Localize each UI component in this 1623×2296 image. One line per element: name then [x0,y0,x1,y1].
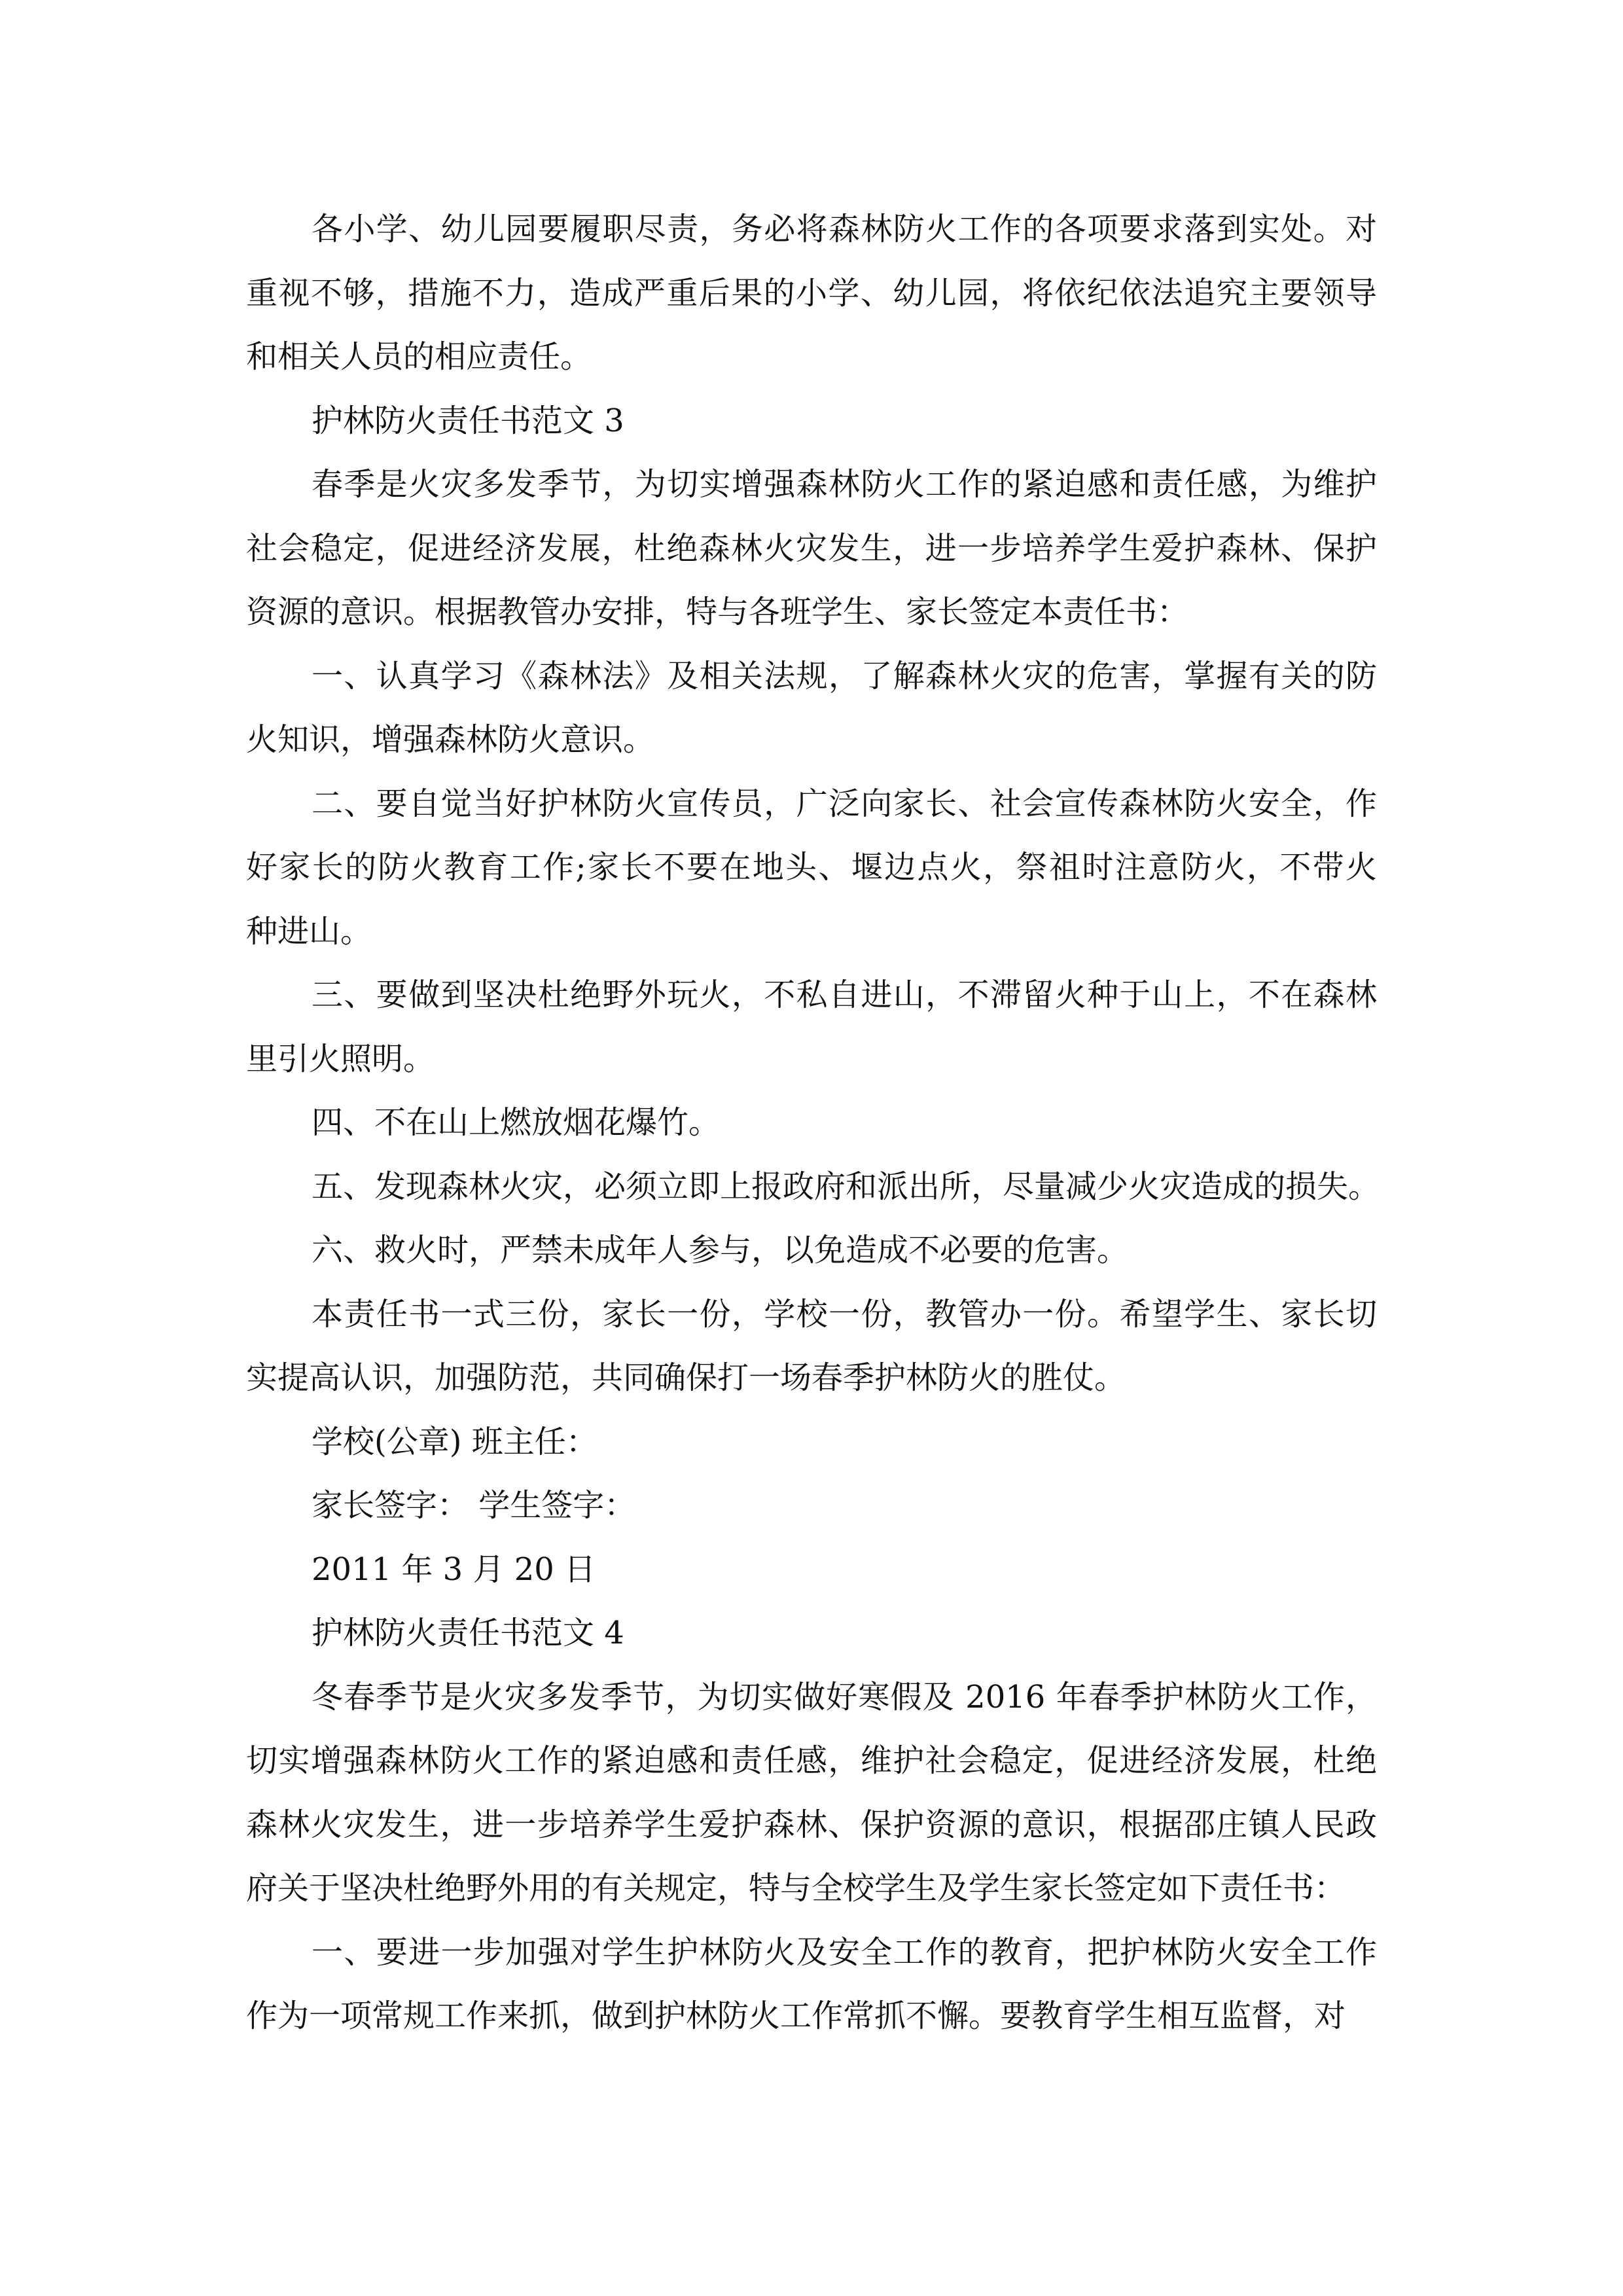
text-line: 一、要进一步加强对学生护林防火及安全工作的教育，把护林防火安全工作 [312,1933,1377,1971]
text-line: 护林防火责任书范文 4 [312,1615,624,1651]
text-line: 五、发现森林火灾，必须立即上报政府和派出所，尽量减少火灾造成的损失。 [312,1168,1380,1205]
document-body [246,198,1380,2049]
paragraph [246,1219,1377,1283]
paragraph [246,1283,1377,1410]
paragraph [246,1666,1377,1921]
text-line: 六、救火时，严禁未成年人参与，以免造成不必要的危害。 [312,1232,1129,1268]
paragraph [246,1410,1377,1475]
paragraph [246,1091,1377,1155]
text-line: 本责任书一式三份，家长一份，学校一份，教管办一份。希望学生、家长切 [312,1295,1377,1333]
text-line: 资源的意识。根据教管办安排，特与各班学生、家长签定本责任书： [246,594,1189,630]
text-line: 实提高认识，加强防范，共同确保打一场春季护林防火的胜仗。 [246,1359,1126,1396]
text-line: 切实增强森林防火工作的紧迫感和责任感，维护社会稳定，促进经济发展，杜绝 [246,1742,1377,1779]
paragraph [246,1474,1377,1538]
text-line: 各小学、幼儿园要履职尽责，务必将森林防火工作的各项要求落到实处。对 [312,211,1377,247]
text-line: 家长签字： 学生签字： [312,1487,636,1524]
paragraph [246,772,1377,964]
paragraph [246,645,1377,772]
text-line: 二、要自觉当好护林防火宣传员，广泛向家长、社会宣传森林防火安全，作 [312,785,1377,822]
text-line: 学校(公章) 班主任： [312,1423,597,1460]
paragraph [246,1602,1377,1666]
text-line: 冬春季节是火灾多发季节，为切实做好寒假及 2016 年春季护林防火工作， [312,1678,1377,1715]
paragraph [246,389,1377,454]
paragraph [246,1921,1377,2049]
text-line: 和相关人员的相应责任。 [246,338,592,375]
text-line: 一、认真学习《森林法》及相关法规，了解森林火灾的危害，掌握有关的防 [312,657,1377,694]
text-line: 森林火灾发生，进一步培养学生爱护森林、保护资源的意识，根据邵庄镇人民政 [246,1806,1377,1843]
paragraph [246,453,1377,645]
text-line: 府关于坚决杜绝野外用的有关规定，特与全校学生及学生家长签定如下责任书： [246,1870,1346,1907]
text-line: 社会稳定，促进经济发展，杜绝森林火灾发生，进一步培养学生爱护森林、保护 [246,529,1377,567]
text-line: 里引火照明。 [246,1040,435,1077]
paragraph [246,1155,1380,1219]
paragraph [246,1538,1377,1602]
text-line: 重视不够，措施不力，造成严重后果的小学、幼儿园，将依纪依法追究主要领导 [246,274,1377,312]
text-line: 种进山。 [246,912,372,950]
text-line: 火知识，增强森林防火意识。 [246,721,655,758]
text-line: 好家长的防火教育工作;家长不要在地头、堰边点火，祭祖时注意防火，不带火 [246,849,1377,886]
text-line: 三、要做到坚决杜绝野外玩火，不私自进山，不滞留火种于山上，不在森林 [312,977,1377,1013]
paragraph [246,198,1377,389]
paragraph [246,963,1377,1091]
text-line: 作为一项常规工作来抓，做到护林防火工作常抓不懈。要教育学生相互监督，对 [246,1998,1346,2034]
text-line: 2011 年 3 月 20 日 [312,1551,596,1588]
text-line: 护林防火责任书范文 3 [312,402,624,439]
text-line: 春季是火灾多发季节，为切实增强森林防火工作的紧迫感和责任感，为维护 [312,466,1377,503]
text-line: 四、不在山上燃放烟花爆竹。 [312,1104,721,1141]
